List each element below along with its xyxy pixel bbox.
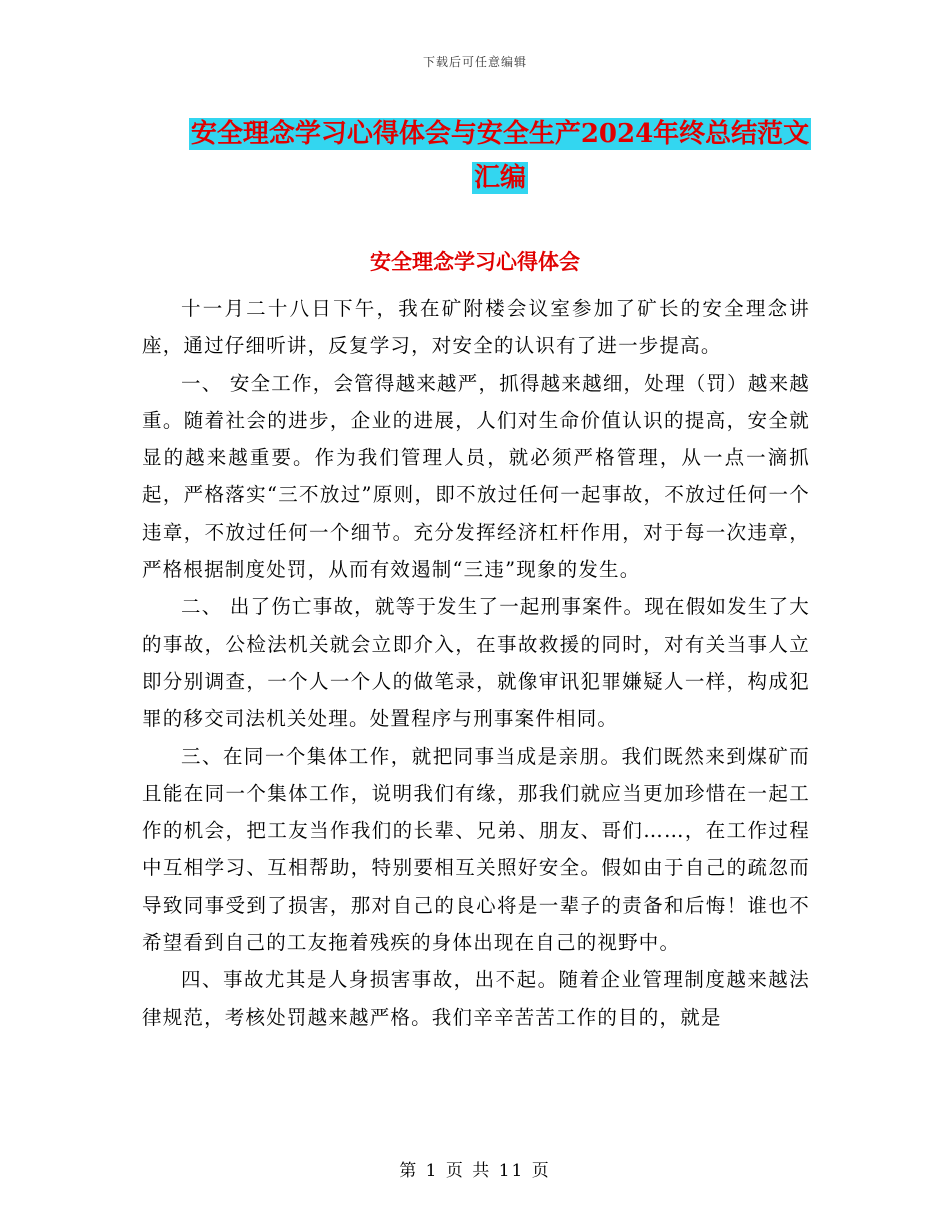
document-body: [142, 290, 810, 1036]
header-note: 下载后可任意编辑: [422, 55, 527, 69]
document-title: [140, 112, 860, 200]
paragraph-point-4: 四、事故尤其是人身损害事故，出不起。随着企业管理制度越来越法律规范，考核处罚越来越严格。我们辛辛苦苦工作的目的，就是: [142, 968, 810, 1029]
document-title-line-1: 安全理念学习心得体会与安全生产2024年终总结范文: [190, 119, 810, 149]
paragraph-intro: 十一月二十八日下午，我在矿附楼会议室参加了矿长的安全理念讲座，通过仔细听讲，反复学习，对安全的认识有了进一步提高。: [142, 297, 810, 358]
section-subtitle: 安全理念学习心得体会: [370, 249, 580, 274]
paragraph-point-2: 二、 出了伤亡事故，就等于发生了一起刑事案件。现在假如发生了大的事故，公检法机关就会立即介入，在事故救援的同时，对有关当事人立即分别调查，一个人一个人的做笔录，就像审讯犯罪嫌疑人一样，构成犯罪的移交司法机关处理。处置程序与刑事案件相同。: [142, 595, 810, 731]
page-number-label: 第 1 页 共 11 页: [399, 1161, 551, 1181]
page-footer: [0, 1156, 950, 1181]
paragraph-point-3: 三、在同一个集体工作，就把同事当成是亲朋。我们既然来到煤矿而且能在同一个集体工作，说明我们有缘，那我们就应当更加珍惜在一起工作的机会，把工友当作我们的长辈、兄弟、朋友、哥们……，在工作过程中互相学习、互相帮助，特别要相互关照好安全。假如由于自己的疏忽而导致同事受到了损害，那对自己的良心将是一辈子的责备和后悔！谁也不希望看到自己的工友拖着残疾的身体出现在自己的视野中。: [142, 744, 810, 955]
paragraph-point-1: 一、 安全工作，会管得越来越严，抓得越来越细，处理（罚）越来越重。随着社会的进步，企业的进展，人们对生命价值认识的提高，安全就显的越来越重要。作为我们管理人员，就必须严格管理，从一点一滴抓起，严格落实“三不放过”原则，即不放过任何一起事故，不放过任何一个违章，不放过任何一个细节。充分发挥经济杠杆作用，对于每一次违章，严格根据制度处罚，从而有效遏制“三违”现象的发生。: [142, 371, 810, 582]
document-title-line-2: 汇编: [473, 163, 526, 193]
